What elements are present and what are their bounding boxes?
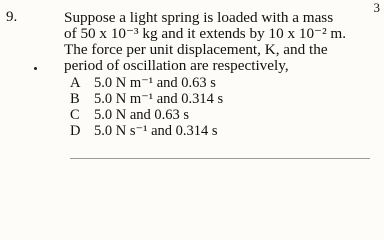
- option-text: 5.0 N m⁻¹ and 0.314 s: [94, 91, 224, 107]
- option-text: 5.0 N s⁻¹ and 0.314 s: [94, 123, 218, 139]
- question-line: period of oscillation are respectively,: [64, 57, 289, 74]
- option-a[interactable]: [70, 75, 364, 91]
- option-text: 5.0 N and 0.63 s: [94, 107, 190, 123]
- option-letter: A: [70, 75, 81, 91]
- question-line: The force per unit displacement, K, and the: [64, 41, 328, 58]
- option-letter: C: [70, 107, 80, 123]
- question-line: Suppose a light spring is loaded with a mass: [64, 9, 334, 26]
- option-letter: B: [70, 91, 80, 107]
- option-c[interactable]: [70, 107, 364, 123]
- option-b[interactable]: [70, 91, 364, 107]
- answer-options: [70, 75, 364, 139]
- question-line: of 50 x 10⁻³ kg and it extends by 10 x 10⁻² m.: [64, 25, 347, 42]
- option-text: 5.0 N m⁻¹ and 0.63 s: [94, 75, 216, 91]
- bottom-divider: [70, 158, 370, 159]
- question-number: 9.: [6, 9, 18, 25]
- option-letter: D: [70, 123, 81, 139]
- option-d[interactable]: [70, 123, 364, 139]
- question-block: [64, 10, 364, 139]
- bullet-mark: [34, 67, 37, 70]
- page-number: 3: [373, 0, 380, 15]
